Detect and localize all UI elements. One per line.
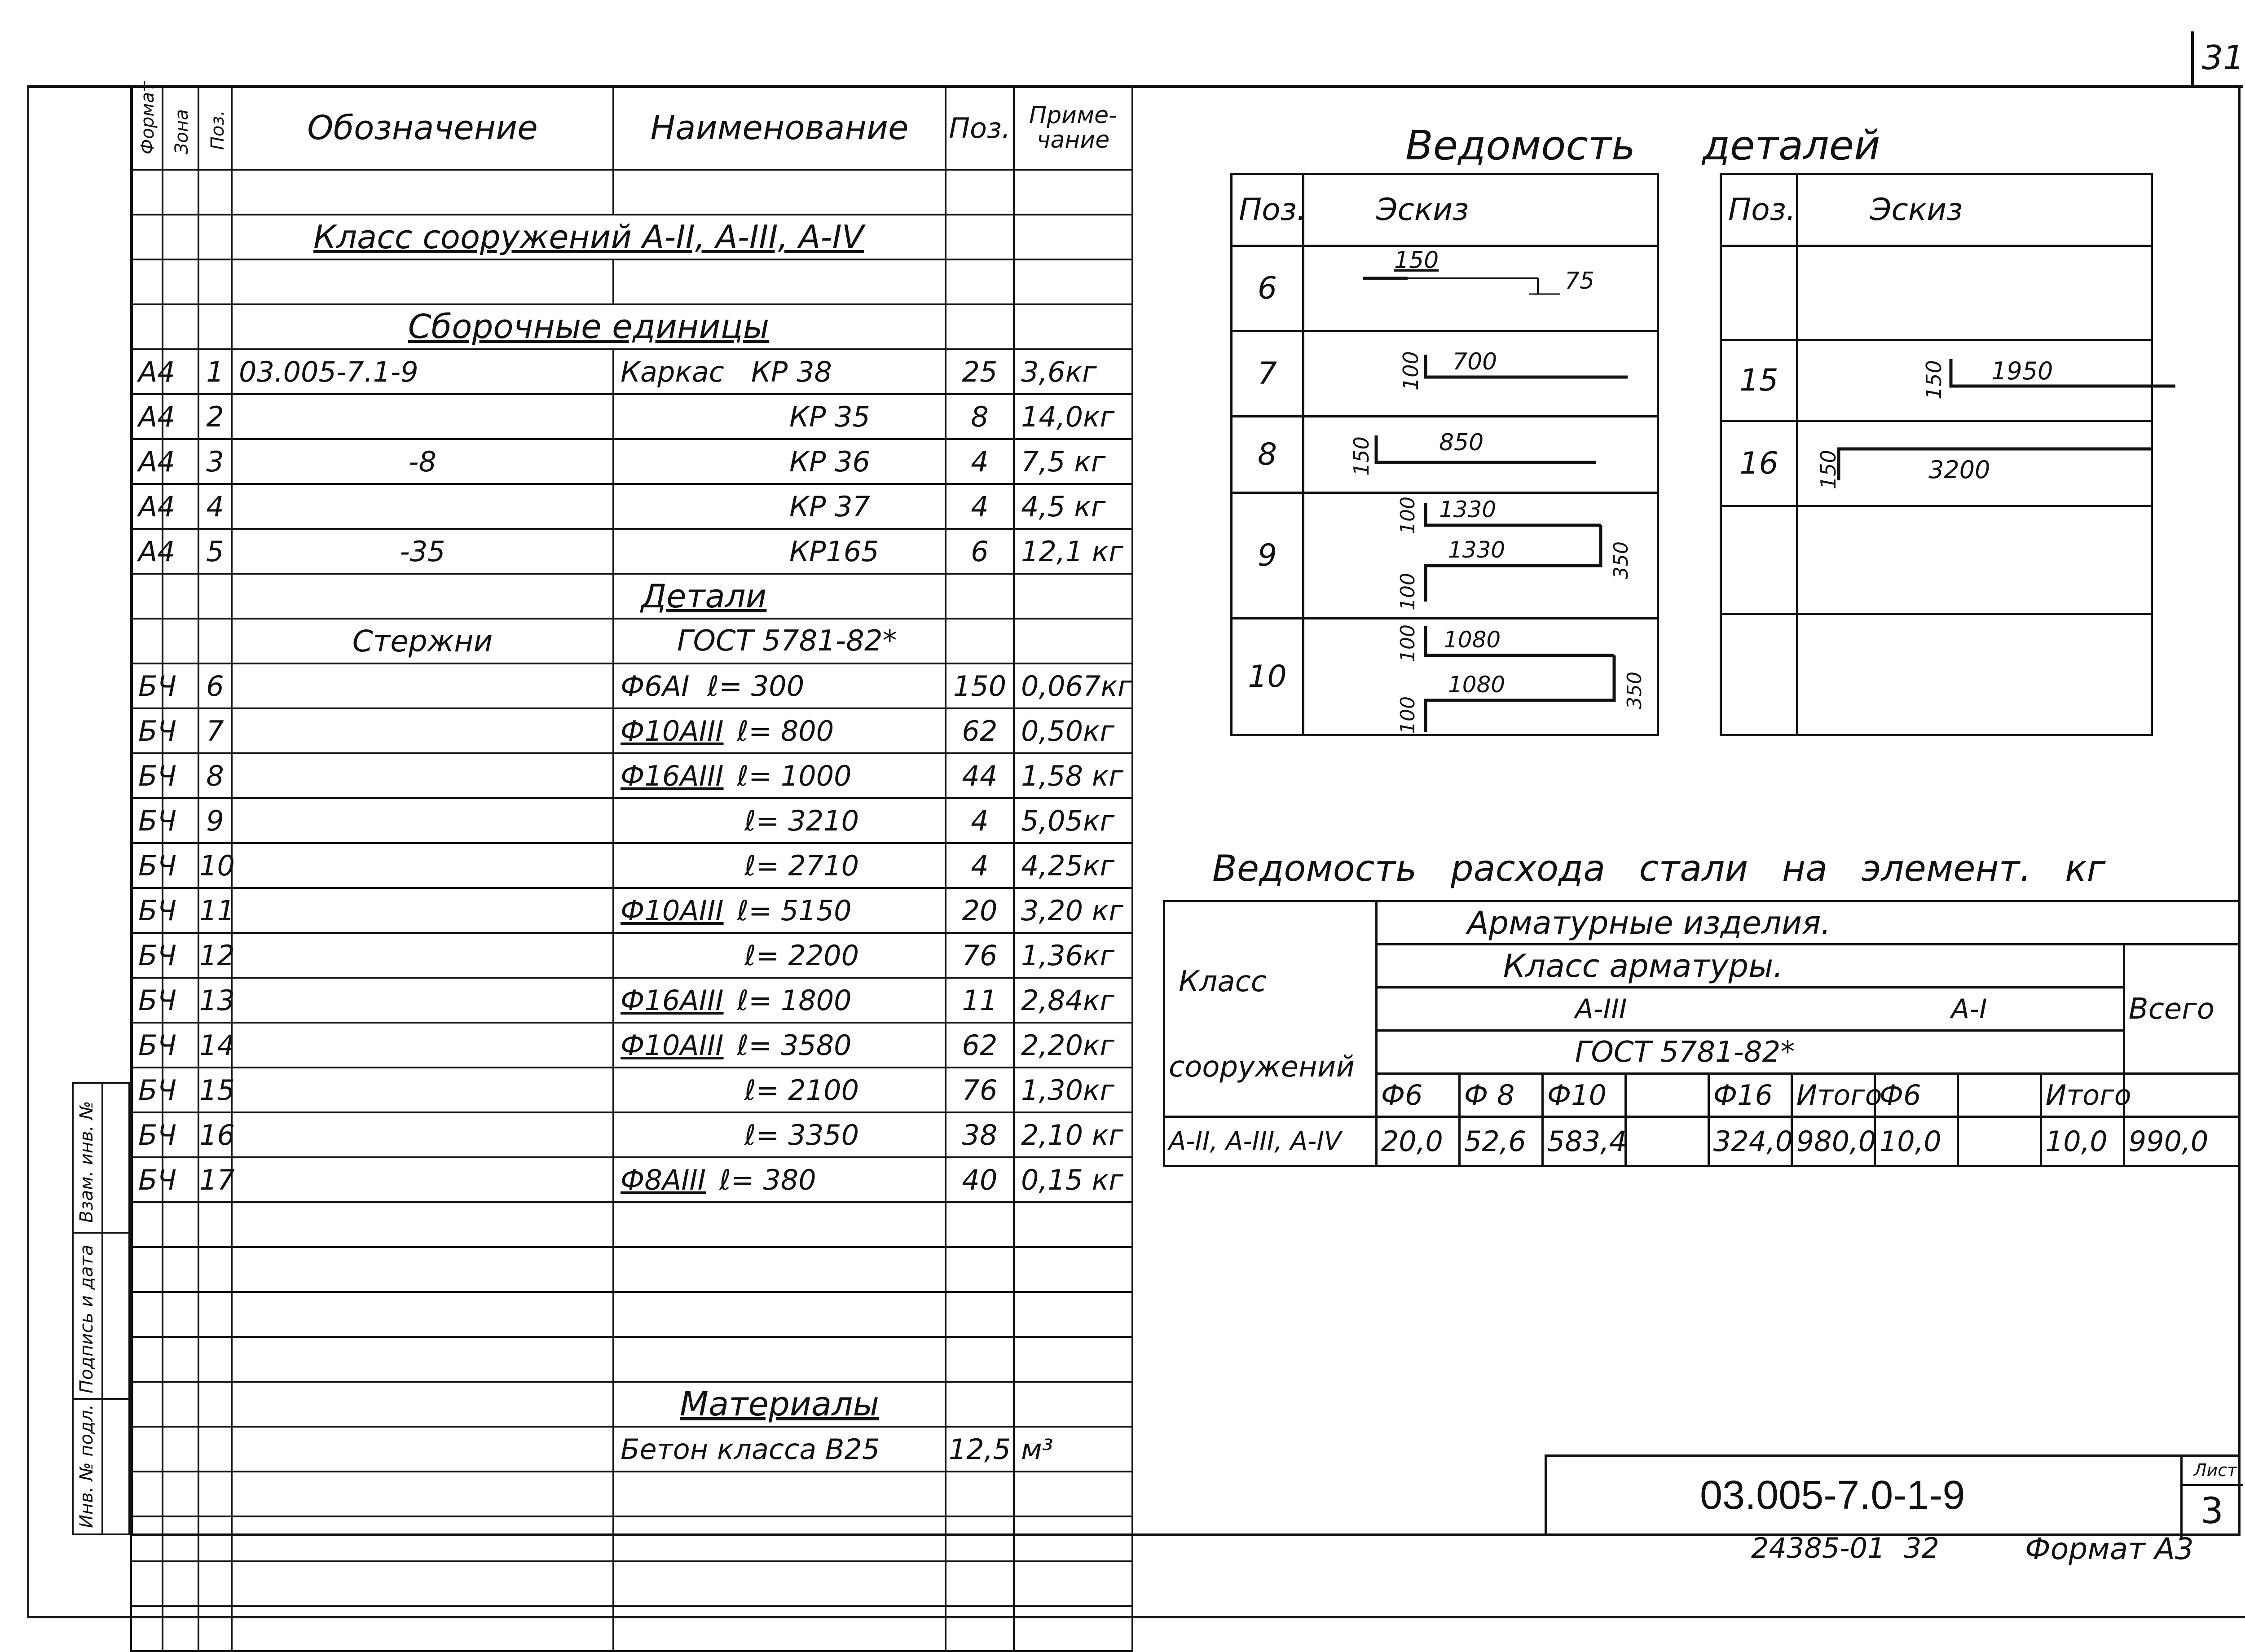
- sheet-number: 3: [2201, 1490, 2223, 1532]
- table-row: БЧ 15 ℓ= 2100 76 1,30кг: [131, 1068, 1132, 1112]
- table-row: А4 5 -35 КР165 6 12,1 кг: [131, 529, 1132, 574]
- rods-label: Стержни: [232, 619, 613, 663]
- header-format: Формат: [131, 86, 163, 170]
- side-stamp-signature: Подпись и дата: [76, 1244, 97, 1393]
- sheet-label: Лист: [2194, 1460, 2237, 1480]
- side-stamp-inventory: Инв. № подл.: [76, 1404, 97, 1528]
- header-qty: Поз.: [946, 86, 1014, 170]
- detail-row-6: 6 150 75: [1232, 246, 1658, 331]
- steel-row: А-II, А-III, А-IV 20,0 52,6 583,4 324,0 980,0 10,0 10,0 990,0: [1164, 1117, 2240, 1166]
- corner-number-box: [2191, 31, 2243, 88]
- table-row: А4 4 КР 37 4 4,5 кг: [131, 484, 1132, 529]
- details-sheet-title: Ведомость деталей: [1405, 122, 1880, 169]
- footer-page: 32: [1904, 1532, 1939, 1564]
- table-row: БЧ 6 Ф6АI ℓ= 300 150 0,067кг: [131, 663, 1132, 708]
- steel-sheet-title: Ведомость расхода стали на элемент. кг: [1212, 848, 2106, 889]
- detail-row-16: 16 150 3200: [1721, 421, 2152, 506]
- detail-row-7: 7 100 700: [1232, 331, 1658, 417]
- section-class-title: Класс сооружений А-II, А-III, А-IV: [232, 215, 946, 259]
- title-stamp: [1545, 1454, 2241, 1535]
- header-designation: Обозначение: [232, 86, 613, 170]
- table-row: А4 1 03.005-7.1-9 Каркас КР 38 25 3,6кг: [131, 349, 1132, 394]
- table-row: А4 2 КР 35 8 14,0кг: [131, 394, 1132, 439]
- steel-class-header: Класс сооружений: [1164, 901, 1377, 1117]
- side-stamp-replaced: Взам. инв. №: [76, 1101, 97, 1223]
- header-zone: Зона: [163, 86, 198, 170]
- footer-format: Формат А3: [2025, 1532, 2194, 1566]
- document-code: 03.005-7.0-1-9: [1700, 1473, 1965, 1518]
- side-stamp: [72, 1082, 130, 1535]
- table-row: А4 3 -8 КР 36 4 7,5 кг: [131, 439, 1132, 484]
- steel-total-header: Всего: [2124, 945, 2239, 1074]
- table-row: Бетон класса В25 12,5 м³: [131, 1427, 1132, 1472]
- corner-number: 31: [2202, 39, 2245, 77]
- detail-row-15: 15 150 1950: [1721, 340, 2152, 421]
- footer-code: 24385-01: [1751, 1532, 1885, 1564]
- section-materials-title: Материалы: [613, 1382, 946, 1427]
- steel-table: Класс сооружений Арматурные изделия. Класс арматуры. Всего А-III А-I ГОСТ 5781-82* Ф6 Ф 8 Ф10 Ф16 Итого Ф6 Итого А-II, А-III, А-IV 20,0 52,6 583,4 324,0 980,0 10,0 10,0 990,0: [1163, 900, 2241, 1167]
- table-row: БЧ 8 Ф16АIII ℓ= 1000 44 1,58 кг: [131, 753, 1132, 798]
- header-note: Приме-чание: [1014, 86, 1132, 170]
- detail-row-8: 8 150 850: [1232, 417, 1658, 493]
- table-row: БЧ 12 ℓ= 2200 76 1,36кг: [131, 933, 1132, 978]
- header-pos: Поз.: [198, 86, 232, 170]
- details-table-right: Поз. Эскиз 15 150 1950 16 150 3200: [1720, 173, 2153, 736]
- table-row: БЧ 10 ℓ= 2710 4 4,25кг: [131, 843, 1132, 888]
- sketch-15: [1798, 341, 2148, 422]
- table-row: БЧ 17 Ф8АIII ℓ= 380 40 0,15 кг: [131, 1157, 1132, 1202]
- table-row: БЧ 7 Ф10АIII ℓ= 800 62 0,50кг: [131, 708, 1132, 753]
- gost-label: ГОСТ 5781-82*: [613, 619, 946, 663]
- detail-row-9: 9 100 1330 1330 350 100: [1232, 493, 1658, 619]
- frame-left-line: [27, 85, 29, 1618]
- table-row: БЧ 9 ℓ= 3210 4 5,05кг: [131, 798, 1132, 843]
- section-details-title: Детали: [613, 574, 946, 619]
- table-row: БЧ 13 Ф16АIII ℓ= 1800 11 2,84кг: [131, 978, 1132, 1023]
- section-assembly-title: Сборочные единицы: [232, 304, 946, 349]
- spec-table: [130, 81, 1133, 1652]
- table-row: БЧ 14 Ф10АIII ℓ= 3580 62 2,20кг: [131, 1023, 1132, 1068]
- detail-row-10: 10 100 1080 1080 350 100: [1232, 619, 1658, 735]
- header-name: Наименование: [613, 86, 946, 170]
- details-table-left: Поз. Эскиз 6 150 75 7 100 700 8 150 850 9 100 1330 1330 350 100 10 100 1080 1080 350 100: [1230, 173, 1659, 736]
- table-row: БЧ 11 Ф10АIII ℓ= 5150 20 3,20 кг: [131, 888, 1132, 933]
- table-row: БЧ 16 ℓ= 3350 38 2,10 кг: [131, 1112, 1132, 1157]
- sketch-6: [1304, 247, 1655, 328]
